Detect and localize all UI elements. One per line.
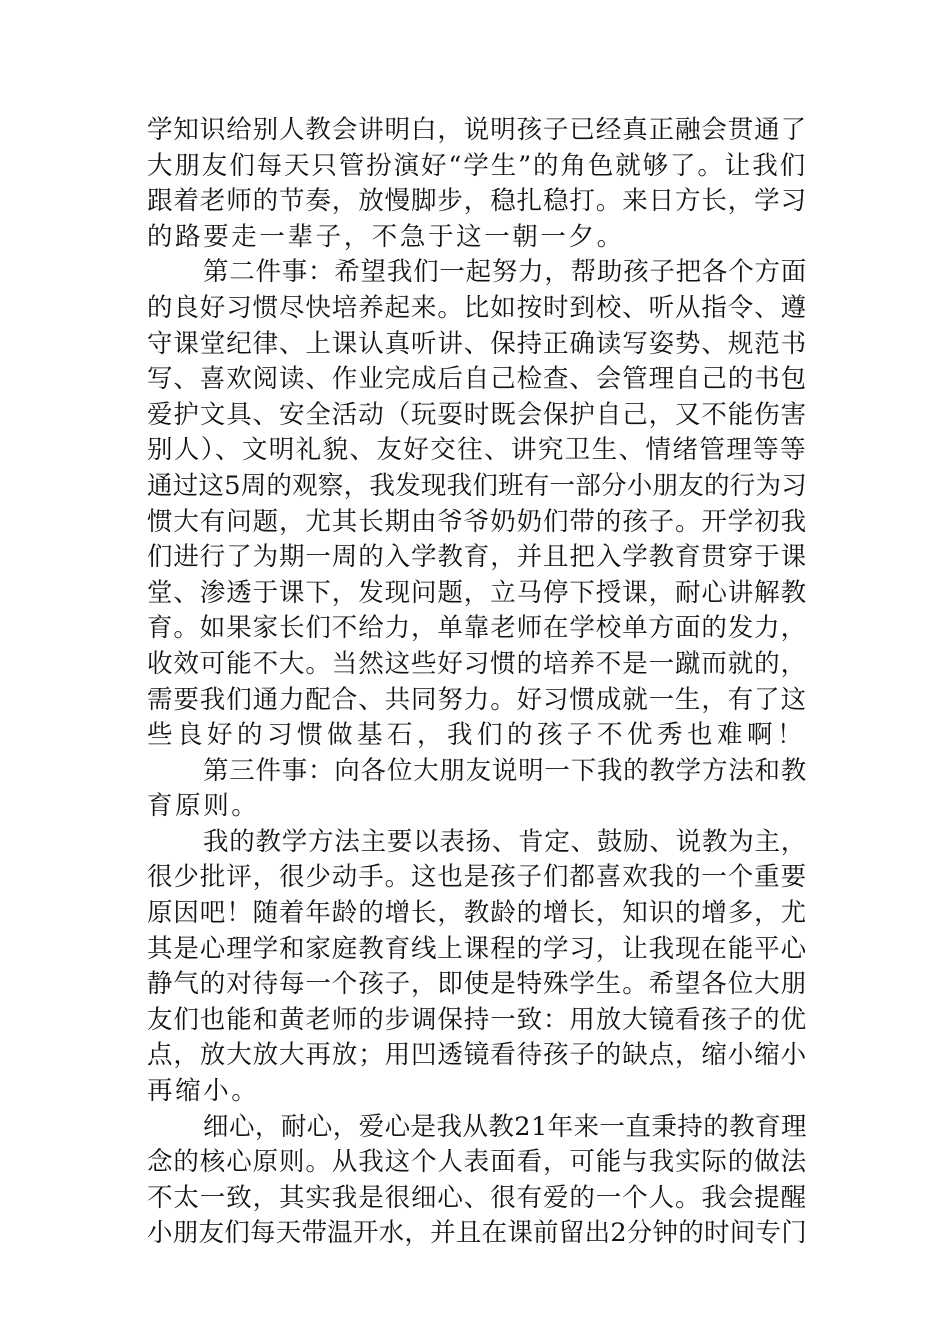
text-line: 大朋友们每天只管扮演好“学生”的角色就够了。让我们 — [147, 150, 807, 181]
text-line: 些良好的习惯做基石，我们的孩子不优秀也难啊！ — [147, 720, 807, 751]
text-line: 爱护文具、安全活动（玩耍时既会保护自己，又不能伤害 — [147, 399, 807, 430]
text-line: 念的核心原则。从我这个人表面看，可能与我实际的做法 — [147, 1147, 807, 1178]
text-line: 小朋友们每天带温开水，并且在课前留出2分钟的时间专门 — [147, 1218, 807, 1249]
document-body — [147, 113, 807, 1252]
text-line: 惯大有问题，尤其长期由爷爷奶奶们带的孩子。开学初我 — [147, 506, 807, 537]
text-line: 堂、渗透于课下，发现问题，立马停下授课，耐心讲解教 — [147, 577, 807, 608]
text-line: 细心，耐心，爱心是我从教21年来一直秉持的教育理 — [203, 1111, 807, 1142]
text-line: 通过这5周的观察，我发现我们班有一部分小朋友的行为习 — [147, 470, 807, 501]
text-line: 写、喜欢阅读、作业完成后自己检查、会管理自己的书包 — [147, 364, 807, 395]
text-line: 跟着老师的节奏，放慢脚步，稳扎稳打。来日方长，学习 — [147, 186, 807, 217]
text-line: 第二件事：希望我们一起努力，帮助孩子把各个方面 — [203, 257, 807, 288]
text-line: 静气的对待每一个孩子，即使是特殊学生。希望各位大朋 — [147, 969, 807, 1000]
text-line: 守课堂纪律、上课认真听讲、保持正确读写姿势、规范书 — [147, 328, 807, 359]
text-line: 很少批评，很少动手。这也是孩子们都喜欢我的一个重要 — [147, 862, 807, 893]
text-line: 的路要走一辈子，不急于这一朝一夕。 — [147, 221, 625, 252]
text-line: 育原则。 — [147, 791, 260, 822]
text-line: 其是心理学和家庭教育线上课程的学习，让我现在能平心 — [147, 933, 807, 964]
text-line: 友们也能和黄老师的步调保持一致：用放大镜看孩子的优 — [147, 1004, 807, 1035]
text-line: 育。如果家长们不给力，单靠老师在学校单方面的发力， — [147, 613, 807, 644]
text-line: 别人）、文明礼貌、友好交往、讲究卫生、情绪管理等等 — [147, 435, 807, 466]
text-line: 我的教学方法主要以表扬、肯定、鼓励、说教为主， — [203, 826, 807, 857]
text-line: 点，放大放大再放；用凹透镜看待孩子的缺点，缩小缩小 — [147, 1040, 807, 1071]
text-line: 不太一致，其实我是很细心、很有爱的一个人。我会提醒 — [147, 1182, 807, 1213]
text-line: 学知识给别人教会讲明白，说明孩子已经真正融会贯通了 — [147, 115, 807, 145]
text-line: 们进行了为期一周的入学教育，并且把入学教育贯穿于课 — [147, 542, 807, 573]
text-line: 收效可能不大。当然这些好习惯的培养不是一蹴而就的， — [147, 648, 807, 679]
text-line: 原因吧！随着年龄的增长，教龄的增长，知识的增多，尤 — [147, 898, 807, 929]
text-line: 的良好习惯尽快培养起来。比如按时到校、听从指令、遵 — [147, 292, 807, 323]
text-line: 再缩小。 — [147, 1076, 260, 1107]
text-line: 第三件事：向各位大朋友说明一下我的教学方法和教 — [203, 755, 807, 786]
text-line: 需要我们通力配合、共同努力。好习惯成就一生，有了这 — [147, 684, 807, 715]
